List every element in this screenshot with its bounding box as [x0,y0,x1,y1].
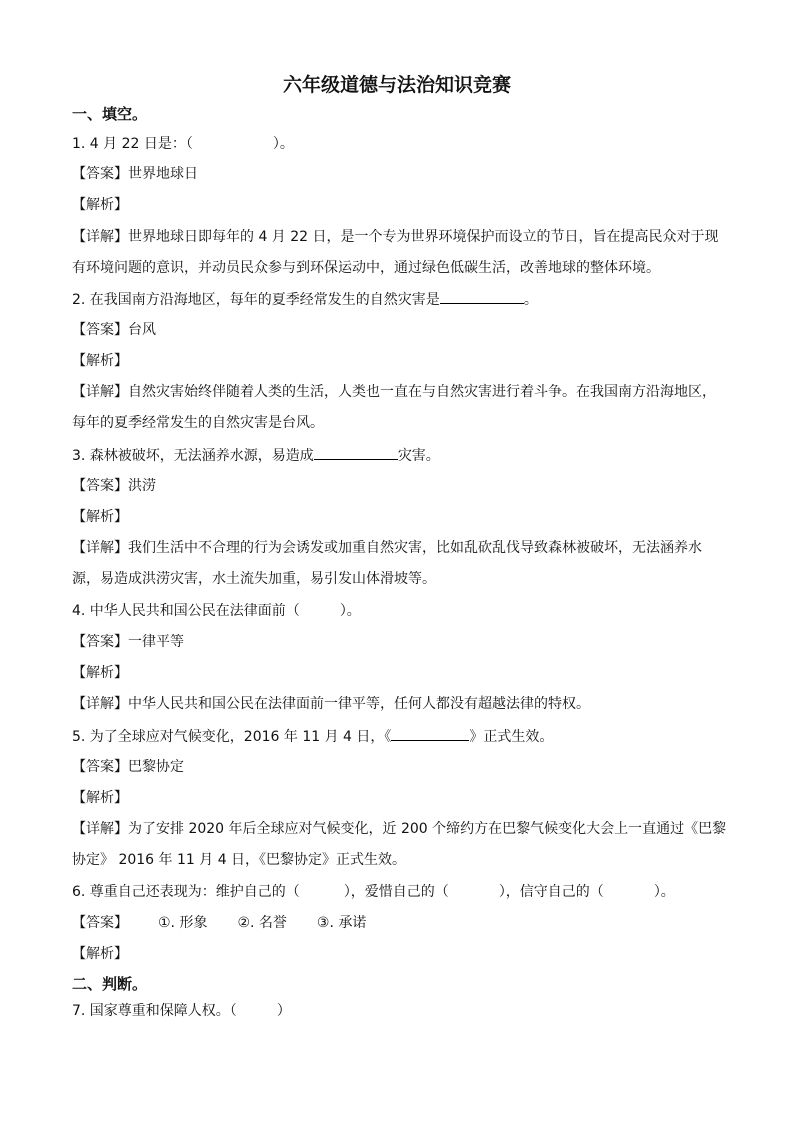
question-2 [72,289,538,310]
detail-2 [72,382,716,402]
analysis-6: 【解析】 [72,946,128,962]
blank-5[interactable] [391,726,469,741]
detail-3 [72,538,702,558]
detail-5-line2: 协定》 2016 年 11 月 4 日，《巴黎协定》正式生效。 [72,852,407,868]
detail-tag: 【详解】 [72,540,128,556]
section-heading-fill-blank: 一、填空。 [72,105,148,123]
analysis-1: 【解析】 [72,197,128,213]
question-5-text: 5. 为了全球应对气候变化，2016 年 11 月 4 日，《 [72,729,392,745]
answer-6 [72,913,366,933]
detail-tag: 【详解】 [72,821,128,837]
question-5-end: 》正式生效。 [469,729,554,745]
answer-tag: 【答案】 [72,634,128,650]
question-1 [72,134,294,154]
answer-6-option-2: ②. 名誉 [237,915,287,931]
question-6-part3: ），信守自己的（ [498,884,604,900]
answer-tag: 【答案】 [72,322,128,338]
detail-5 [72,819,726,839]
detail-3-line1: 我们生活中不合理的行为会诱发或加重自然灾害，比如乱砍乱伐导致森林被破坏，无法涵养水 [128,540,702,556]
answer-tag: 【答案】 [72,478,128,494]
question-7-end: ） [276,1003,291,1019]
section-heading-judgement: 二、判断。 [72,975,148,993]
question-6 [72,882,675,902]
detail-1-line1: 世界地球日即每年的 4 月 22 日，是一个专为世界环境保护而设立的节日，旨在提高民众对于现 [128,229,719,245]
detail-1 [72,227,719,247]
answer-3 [72,476,156,496]
detail-tag: 【详解】 [72,229,128,245]
answer-tag: 【答案】 [72,759,128,775]
question-4 [72,601,361,621]
answer-6-option-3: ③. 承诺 [316,915,367,931]
answer-5 [72,757,184,777]
question-3-text: 3. 森林被破坏，无法涵养水源，易造成 [72,448,314,464]
question-6-text: 6. 尊重自己还表现为：维护自己的（ [72,884,300,900]
analysis-5: 【解析】 [72,790,128,806]
question-1-end: ）。 [272,136,294,152]
question-5 [72,726,553,747]
answer-5-text: 巴黎协定 [128,759,184,775]
analysis-4: 【解析】 [72,665,128,681]
answer-2-text: 台风 [128,322,156,338]
question-3 [72,445,440,466]
detail-5-line1: 为了安排 2020 年后全球应对气候变化，近 200 个缔约方在巴黎气候变化大会上一直通过《巴黎 [128,821,727,837]
question-2-end: 。 [523,292,538,308]
detail-4 [72,694,590,714]
question-1-text: 1. 4 月 22 日是：（ [72,136,193,152]
detail-2-line1: 自然灾害始终伴随着人类的生活，人类也一直在与自然灾害进行着斗争。在我国南方沿海地区， [128,384,716,400]
answer-tag: 【答案】 [72,915,128,931]
question-4-text: 4. 中华人民共和国公民在法律面前（ [72,603,300,619]
answer-4 [72,632,184,652]
answer-1-text: 世界地球日 [128,166,198,182]
analysis-2: 【解析】 [72,353,128,369]
question-4-end: ）。 [339,603,361,619]
blank-3[interactable] [314,445,398,460]
detail-4-line1: 中华人民共和国公民在法律面前一律平等，任何人都没有超越法律的特权。 [128,696,590,712]
detail-tag: 【详解】 [72,696,128,712]
detail-1-line2: 有环境问题的意识，并动员民众参与到环保运动中，通过绿色低碳生活，改善地球的整体环境。 [72,260,660,276]
page-title: 六年级道德与法治知识竞赛 [282,74,511,96]
question-7 [72,1001,291,1021]
question-6-part2: ），爱惜自己的（ [343,884,449,900]
blank-2[interactable] [440,289,524,304]
answer-6-option-1: ①. 形象 [158,915,208,931]
detail-3-line2: 源，易造成洪涝灾害，水土流失加重，易引发山体滑坡等。 [72,571,436,587]
question-7-text: 7. 国家尊重和保障人权。（ [72,1003,237,1019]
answer-2 [72,320,156,340]
detail-2-line2: 每年的夏季经常发生的自然灾害是台风。 [72,415,324,431]
detail-tag: 【详解】 [72,384,128,400]
answer-3-text: 洪涝 [128,478,156,494]
analysis-3: 【解析】 [72,509,128,525]
answer-4-text: 一律平等 [128,634,184,650]
question-3-end: 灾害。 [397,448,440,464]
question-6-end: ）。 [653,884,675,900]
answer-tag: 【答案】 [72,166,128,182]
answer-1 [72,164,198,184]
question-2-text: 2. 在我国南方沿海地区，每年的夏季经常发生的自然灾害是 [72,292,440,308]
